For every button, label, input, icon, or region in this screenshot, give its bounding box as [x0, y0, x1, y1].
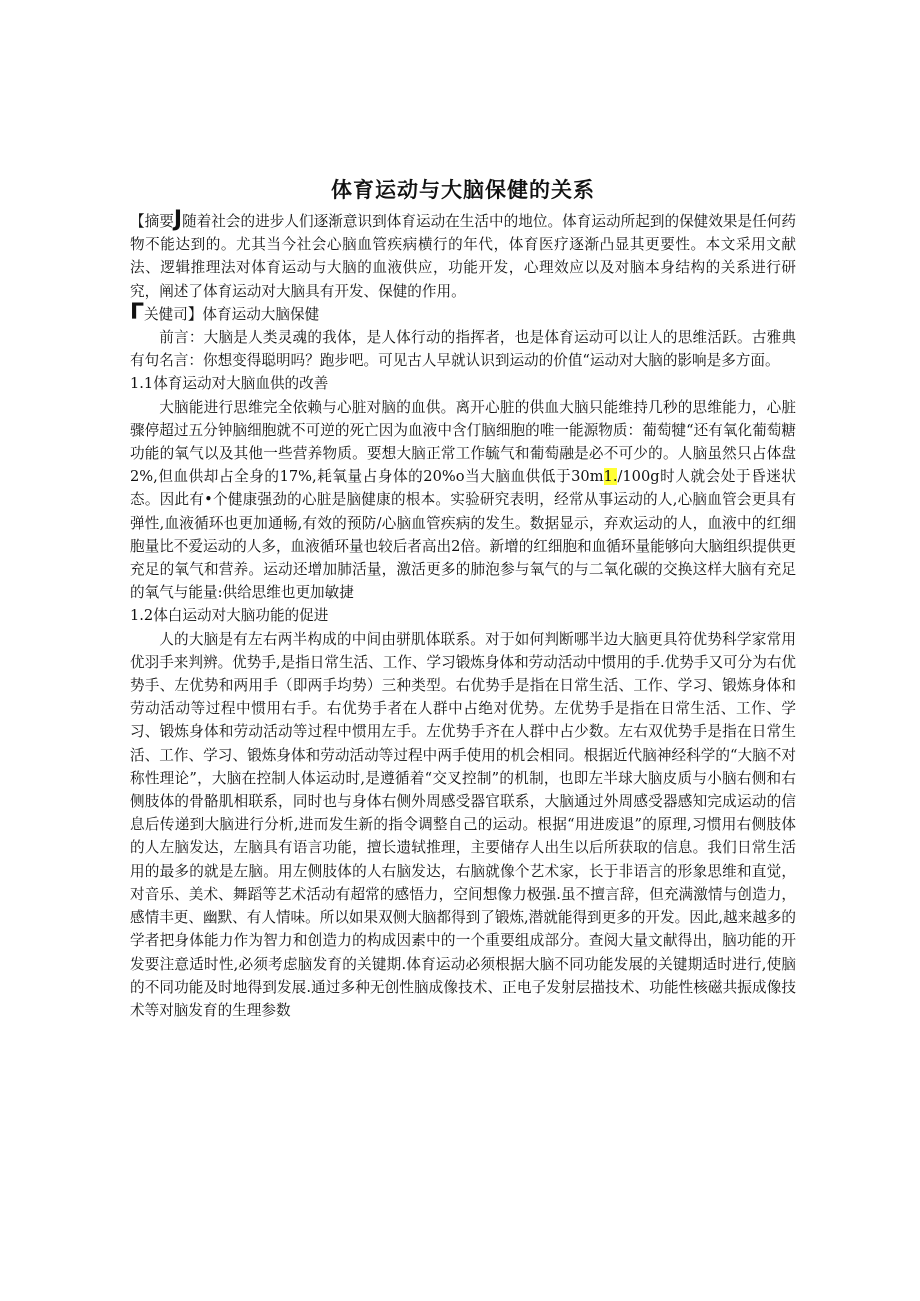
document-title: 体育运动与大脑保健的关系	[331, 178, 595, 202]
abstract-label-mark: J	[173, 207, 183, 232]
document-body	[130, 207, 797, 1022]
section-2-paragraph: 人的大脑是有左右两半构成的中间由骈肌体联系。对于如何判断哪半边大脑更具符优势科学家常用优羽手来判辨。优势手,是指日常生活、工作、学习锻炼身体和劳动活动中惯用的手.优势手又可分为右优势手、左优势和两用手（即两手均势）三种类型。右优势手是指在日常生活、工作、学习、锻炼身体和劳动活动等过程中惯用右手。右优势手者在人群中占绝对优势。左优势手是指在日常生活、工作、学习、锻炼身体和劳动活动等过程中惯用左手。左优势手齐在人群中占少数。左右双优势手是指在日常生活、工作、学习、锻炼身体和劳动活动等过程中两手使用的机会相同。根据近代脑神经科学的“大脑不对称性理论”，大脑在控制人体运动时,是遵循着“交叉控制”的机制，也即左半球大脑皮质与小脑右侧和右侧肢体的骨骼肌相联系，同时也与身体右侧外周感受器官联系，大脑通过外周感受器感知完成运动的信息后传递到大脑进行分析,进而发生新的指令调整自己的运动。根据“用进废退”的原理,习惯用右侧肢体的人左脑发达，左脑具有语言功能，擅长遗轼推理，主要储存人出生以后所获取的信息。我们日常生活用的最多的就是左脑。用左侧肢体的人右脑发达，右脑就像个艺术家，长于非语言的形象思维和直觉，对音乐、美术、舞蹈等艺术活动有超常的感悟力，空间想像力极强.虽不擅言辞，但充满激情与创造力，感情丰更、幽默、有人情味。所以如果双侧大脑都得到了锻炼,潜就能得到更多的开发。因此,越来越多的学者把身体能力作为智力和创造力的构成因素中的一个重要组成部分。查阅大量文献得出，脑功能的开发要注意适时性,必须考虑脑发育的关键期.体育运动必须根据大脑不同功能发展的关键期适时进行,使脑的不同功能及时地得到发展.通过多种无创性脑成像技术、正电子发射层描技术、功能性核磁共振成像技术等对脑发育的生理参数	[130, 630, 797, 1019]
section-1-text-part2: /100g时人就会处于昏迷状态。因此有•个健康强劲的心脏是脑健康的根本。实验研究表明，经常从事运动的人,心脑血管会更具有弹性,血液循环也更加通畅,有效的预防/心脑血管疾病的发生。数据显示，弃欢运动的人，血液中的红细胞量比不爱运动的人多，血液循环量也较后者高出2倍。新增的红细胞和血循环量能够向大脑组织提供更充足的氧气和营养。运动还增加肺活量，激活更多的肺泡参与氧气的与二氧化碳的交换这样大脑有充足的氧气与能量:供给思维也更加敏捷	[130, 468, 797, 602]
keywords-text: 体育运动大脑保健	[202, 305, 320, 323]
section-1-heading: 1.1体育运动对大脑血供的改善	[130, 375, 329, 393]
abstract-paragraph	[130, 207, 796, 303]
keywords-label-mark: Γ	[130, 299, 145, 325]
keywords-paragraph	[130, 299, 796, 326]
abstract-label: 【摘要	[130, 213, 174, 230]
section-1-text-part1: 大脑能进行思维完全依赖与心脏对脑的血供。离开心脏的供血大脑只能维持几秒的思维能力，心脏骤停超过五分钟脑细胞就不可逆的死亡因为血液中含仃脑细胞的唯一能源物质：葡萄犍“还有氧化葡萄糖功能的氧气以及其他一些营养物质。要想大脑正常工作毓气和葡萄融是必不可少的。人脑虽然只占体盘2%,但血供却占全身的17%,耗氧量占身体的20%o当大脑血供低于30m	[130, 398, 796, 486]
abstract-text: 随着社会的进步人们逐渐意识到体育运动在生活中的地位。体育运动所起到的保健效果是任何药物不能达到的。尤其当今社会心脑血管疾病横行的年代，体育医疗逐渐凸显其更要性。本文采用文献法、逻辑推理法对体育运动与大脑的血液供应，功能开发，心理效应以及对脑本身结构的关系进行研究，阐述了体育运动对大脑具有开发、保健的作用。	[130, 213, 796, 300]
keywords-label: 关健司】	[144, 305, 203, 323]
section-2-heading: 1.2体白运动对大脑功能的促进	[130, 607, 329, 625]
section-1-paragraph	[130, 396, 796, 605]
highlighted-text: 1.	[603, 468, 618, 486]
intro-paragraph: 前言：大脑是人类灵魂的我体，是人体行动的指挥者，也是体育运动可以让人的思维活跃。古雅典有句名言：你想变得聪明吗？跑步吧。可见古人早就认识到运动的价值“运动对大脑的影响是多方面。	[130, 329, 796, 370]
